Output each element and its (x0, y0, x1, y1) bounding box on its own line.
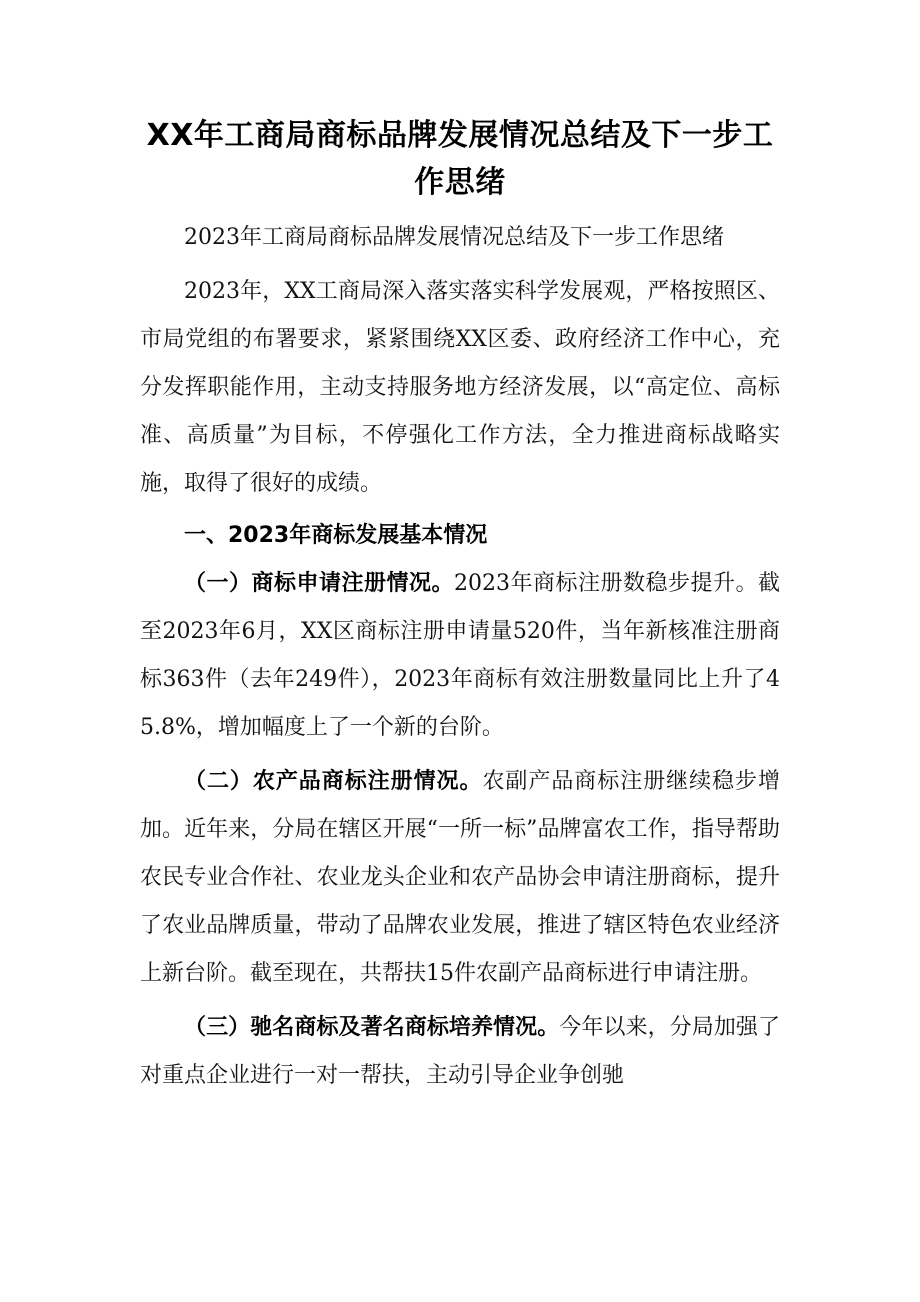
subtitle-paragraph: 2023年工商局商标品牌发展情况总结及下一步工作思绪 (184, 225, 724, 250)
item-paragraph-2 (140, 758, 780, 998)
item-text-3: 今年以来，分局加强了对重点企业进行一对一帮扶，主动引导企业争创驰 (140, 1015, 780, 1088)
item-text-1: 2023年商标注册数稳步提升。截至2023年6月，XX区商标注册申请量520件，当年新核准注册商标363件（去年249件），2023年商标有效注册数量同比上升了45.8%，增加幅度上了一个新的台阶。 (140, 571, 780, 740)
item-text-2: 农副产品商标注册继续稳步增加。近年来，分局在辖区开展“一所一标”品牌富农工作，指导帮助农民专业合作社、农业龙头企业和农产品协会申请注册商标，提升了农业品牌质量，带动了品牌农业发展，推进了辖区特色农业经济上新台阶。截至现在，共帮扶15件农副产品商标进行申请注册。 (140, 769, 780, 986)
item-paragraph-1 (140, 560, 780, 752)
item-lead-2: （二）农产品商标注册情况。 (184, 769, 483, 794)
title-spacer (140, 206, 780, 214)
document-title: XX年工商局商标品牌发展情况总结及下一步工作思绪 (146, 118, 774, 200)
document-body (140, 112, 780, 1100)
item-lead-3: （三）驰名商标及著名商标培养情况。 (184, 1015, 560, 1040)
item-paragraph-3 (140, 1004, 780, 1100)
item-lead-1: （一）商标申请注册情况。 (184, 571, 454, 596)
section-heading: 一、2023年商标发展基本情况 (184, 523, 488, 548)
intro-paragraph: 2023年，XX工商局深入落实落实科学发展观，严格按照区、市局党组的布署要求，紧紧围绕XX区委、政府经济工作中心，充分发挥职能作用，主动支持服务地方经济发展，以“高定位、高标准、高质量”为目标，不停强化工作方法，全力推进商标战略实施，取得了很好的成绩。 (140, 279, 780, 496)
